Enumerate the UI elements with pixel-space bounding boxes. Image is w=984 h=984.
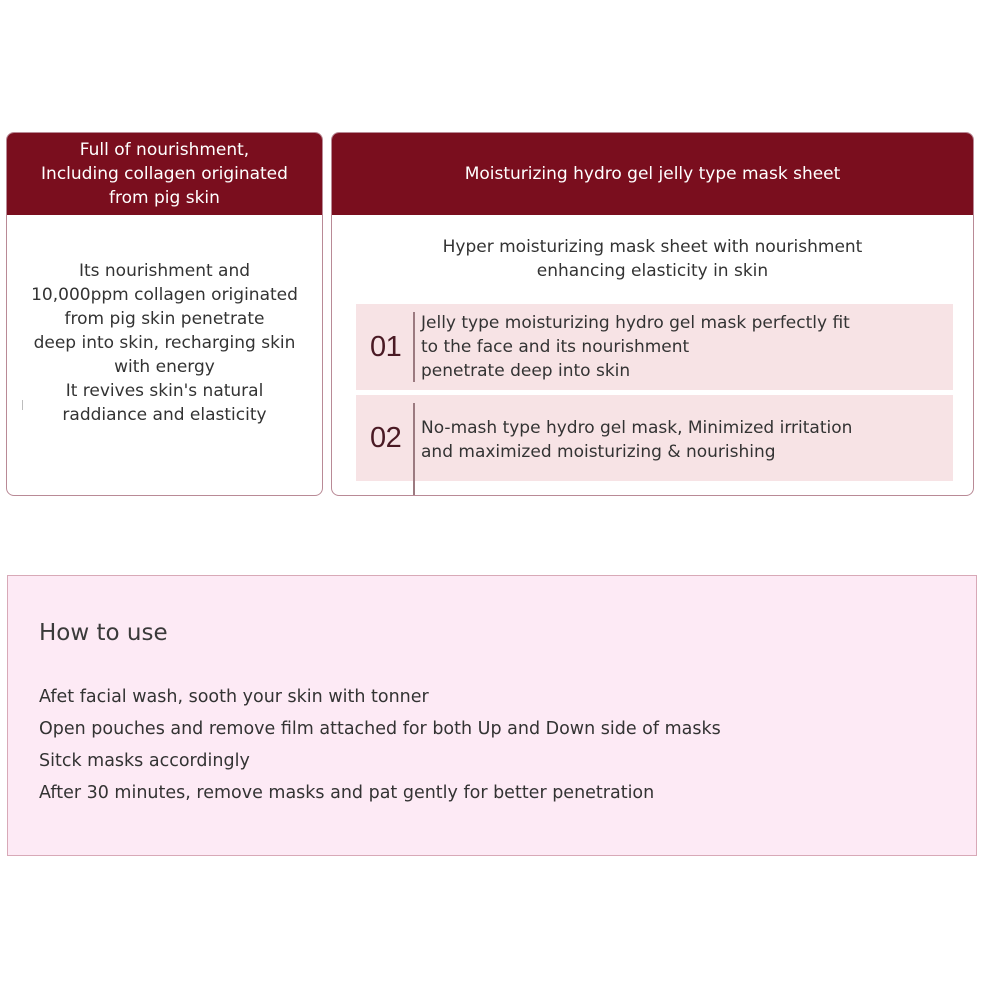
elasticity-description: It revives skin's natural raddiance and elasticity bbox=[62, 381, 267, 425]
nourishment-description: Its nourishment and 10,000ppm collagen originated from pig skin penetrate deep into skin, recharging skin with energy bbox=[31, 261, 298, 377]
feature-item bbox=[356, 304, 953, 390]
how-to-use-step: After 30 minutes, remove masks and pat gently for better penetration bbox=[39, 783, 655, 803]
feature-number: 01 bbox=[370, 331, 402, 363]
how-to-use-panel bbox=[7, 575, 977, 856]
how-to-use-step: Open pouches and remove film attached for both Up and Down side of masks bbox=[39, 719, 721, 739]
mask-sheet-card-header: Moisturizing hydro gel jelly type mask sheet bbox=[332, 133, 973, 215]
how-to-use-title: How to use bbox=[39, 620, 168, 646]
feature-item bbox=[356, 395, 953, 481]
decorative-mark bbox=[22, 400, 23, 410]
feature-text: Jelly type moisturizing hydro gel mask perfectly fit to the face and its nourishment penetrate deep into skin bbox=[421, 313, 850, 381]
nourishment-card-header: Full of nourishment, Including collagen originated from pig skin bbox=[7, 133, 322, 215]
feature-text: No-mash type hydro gel mask, Minimized irritation and maximized moisturizing & nourishing bbox=[421, 418, 853, 462]
feature-number: 02 bbox=[370, 422, 402, 454]
mask-sheet-intro: Hyper moisturizing mask sheet with nourishment enhancing elasticity in skin bbox=[442, 237, 863, 281]
nourishment-card bbox=[6, 132, 323, 496]
feature-divider bbox=[413, 403, 415, 495]
how-to-use-step: Sitck masks accordingly bbox=[39, 751, 250, 771]
how-to-use-step: Afet facial wash, sooth your skin with tonner bbox=[39, 687, 429, 707]
nourishment-card-body bbox=[11, 259, 318, 427]
feature-divider bbox=[413, 312, 415, 382]
how-to-use-steps bbox=[39, 681, 721, 809]
mask-sheet-card bbox=[331, 132, 974, 496]
